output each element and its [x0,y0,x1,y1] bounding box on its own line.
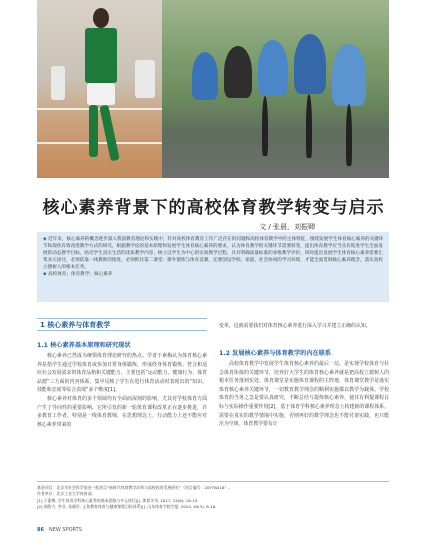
player-jersey [85,28,117,83]
subsection-title: 1.2 发展核心素养与体育教学的内在联系 [219,350,332,357]
header-photos [37,0,389,178]
background-player [135,60,155,98]
bullet-icon: ◆ [43,237,48,242]
cyclist [258,40,288,96]
bike-wheel [262,96,268,156]
article-title: 核心素养背景下的高校体育教学转变与启示 [42,198,385,218]
player-shorts [87,83,115,105]
cyclist [294,34,326,94]
cycling-photo [162,0,389,178]
reference: [1] 于素梅. 学生体育学科核心素养的基本思路与多元途径[J]. 体育学刊, 2017, 24(6): 16-19. [37,497,199,503]
cyclist [332,44,366,106]
player-leg [89,105,98,157]
paragraph: 高校体育教学中发展学生体育核心素养的最后一站，是实现学校体育与社会体育衔接的关键环节，培养好大学生的体育核心素养就是把高校立德树人的根本任务落到实处。体育课堂是实施体育课程的主阵地，体育课堂教学是落实体育核心素养关键环节，一切教育教学理念的顺利实施都以教学为载体。学校体育的当务之急是要认真研究，不断总结与提炼核心素养，使其有利提课程目标与实际操作重要作用[2]，基于体育学科核心素养理念上构建新的课程体系，需要在真实的教学情境中实施，否则再好的教学理念也不能付诸实践，也只能沦为空谈。体育教学要有计 [219,361,389,428]
background-player [51,66,65,100]
football-photo [37,0,162,178]
subsection-title: 1.1 核心素养基本原理和研究现状 [37,342,131,349]
keywords: 高校体育；体育教学；核心素养 [48,272,113,278]
page-footer [37,527,82,533]
footnotes [37,481,389,511]
article-authors: 文 / 张晨，刘振卿 [259,223,315,231]
court-line [37,142,162,144]
fund-note: 基金项目：北京市社会科学基金一般项目“新时代体育教学改革与高校体育发展研究”（项目编号：20YTB018）。 [37,485,233,490]
paragraph: 变革，这就需要我们对体育核心素养进行深入学习并建立正确的认知。 [219,323,371,329]
page-number: 86 [37,527,44,533]
paragraph: 核心素养已然成为统领体育理论研究的热点。学者于素梅认为体育核心素养是指学生通过学校体育或参加日常身体锻炼，形成终身体育锻炼、符合和适应社会发展需求的体育品格和关键能力，主要包括“运动能力、健康行为、体育品德”三方面的内容体系，集中反映了学生在进行体育活动时表现出的“知识、技能和态度等综合表现”多个维度[1]。 [37,353,207,394]
bike-wheel [306,94,312,158]
reference: [2] 闻智力, 李亚, 张晓军. 义务教育体育与健康课程目标体系[J]. 山东体育学院学报, 2024, 40(3): 8-16. [37,504,217,510]
cyclist [192,52,218,100]
abstract [43,236,385,279]
author-note: 作者单位：北京工业大学体育部。 [37,491,96,497]
abstract-text: 近年来，核心素养的概念逐步深入我国教育理论和实践中，针对高校体育教育工作广泛存在的问题和高校体育教学中的主体特征，围绕发展学生体育核心素养的关键环节和现状有效改进教学方式的研究，根据教学论的基本原理和发展学生体育核心素养的要求，认为体育教学的关键环节需要转变，提出体育教学应当具有促进学生全面发展的动态教学目标、贴近学生真实生活的优质教学内容、树立以学生为中心的实效教学过程，具有明确质量标准的多维教学评价，同时提出发展学生体育核心素养需要汇集多元途径，必须依靠一线教师的推进，必须抓住第二课堂：课外锻炼与体育竞赛，还要创设学校、家庭、社会协同的学习环境，才能全面贯彻核心素养理念，落实高校立德树人的根本任务。 [43,237,384,271]
cyclist [224,46,252,98]
right-column-top [219,322,389,331]
player-leg [99,105,119,162]
bike-wheel [346,104,352,166]
right-column [219,360,389,429]
section-heading [37,318,207,331]
paragraph: 核心素养对体育的多个领域均有全面而深刻的影响，尤其对学校体育方面产生了导向性的重要影响，它所引发的新一轮体育课程改革正在逐步推进，许多教育工作者、特别是一线体育教师，在思想理念上，行动能力上还不能应对核心素养带来的 [37,395,207,428]
left-column [37,352,207,429]
journal-name: NEW SPORTS [48,527,82,533]
player-head [93,8,109,28]
bullet-icon: ◆ [43,272,48,278]
section-title: 1 核心素养与体育教学 [40,321,111,329]
